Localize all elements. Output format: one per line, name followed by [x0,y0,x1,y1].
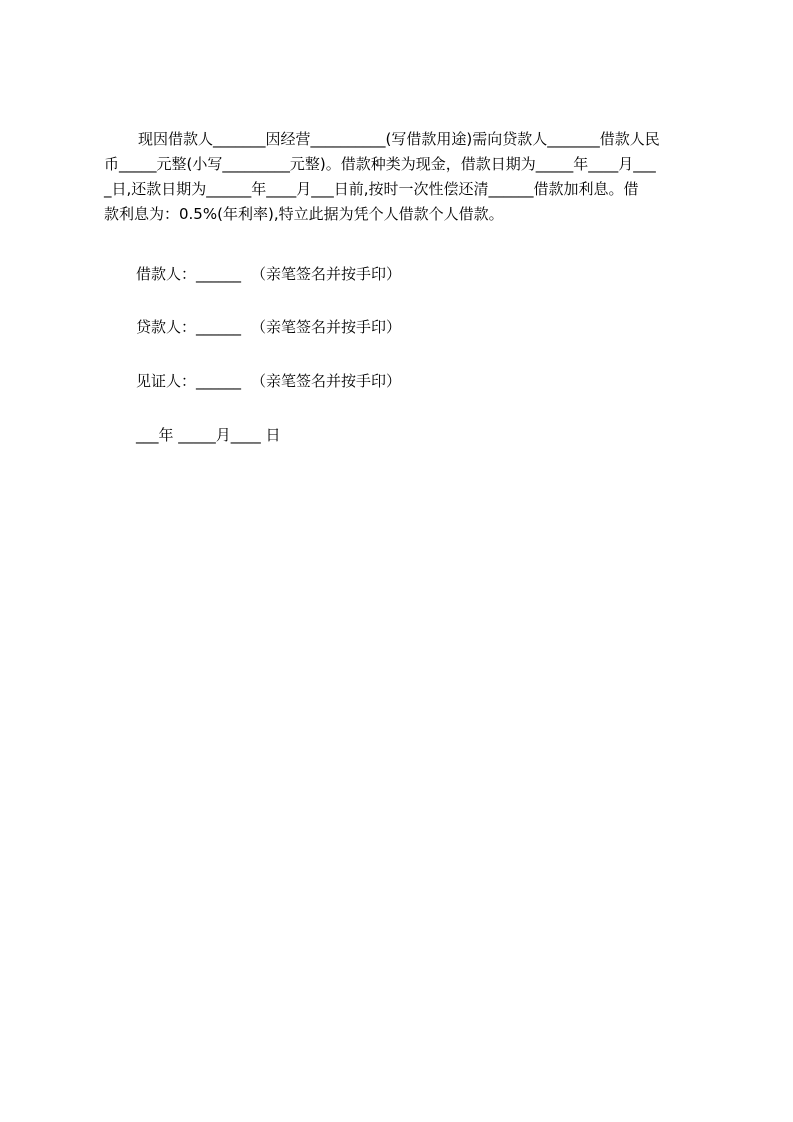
witness-signature-note: （亲笔签名并按手印） [251,372,402,390]
body-line-4: 款利息为：0.5%(年利率),特立此据为凭个人借款个人借款。 [104,205,504,223]
date-line: ___年 _____月____ 日 [136,426,281,444]
borrower-label: 借款人：______ [136,265,242,283]
body-line-1 [104,127,700,152]
borrower-signature-line [136,264,401,284]
body-line-2: 币_____元整(小写_________元整)。借款种类为现金，借款日期为_____年____月___ [104,155,656,173]
body-line-3: _日,还款日期为______年____月___日前,按时一次性偿还清______借款加利息。借 [104,180,639,198]
witness-signature-line [136,371,401,391]
lender-signature-line [136,317,401,337]
borrower-signature-note: （亲笔签名并按手印） [251,265,402,283]
lender-label: 贷款人：______ [136,318,242,336]
witness-label: 见证人：______ [136,372,242,390]
body-line-1-text: 现因借款人_______因经营__________(写借款用途)需向贷款人_______借款人民 [138,130,660,148]
loan-body-paragraph [104,127,700,227]
lender-signature-note: （亲笔签名并按手印） [251,318,402,336]
